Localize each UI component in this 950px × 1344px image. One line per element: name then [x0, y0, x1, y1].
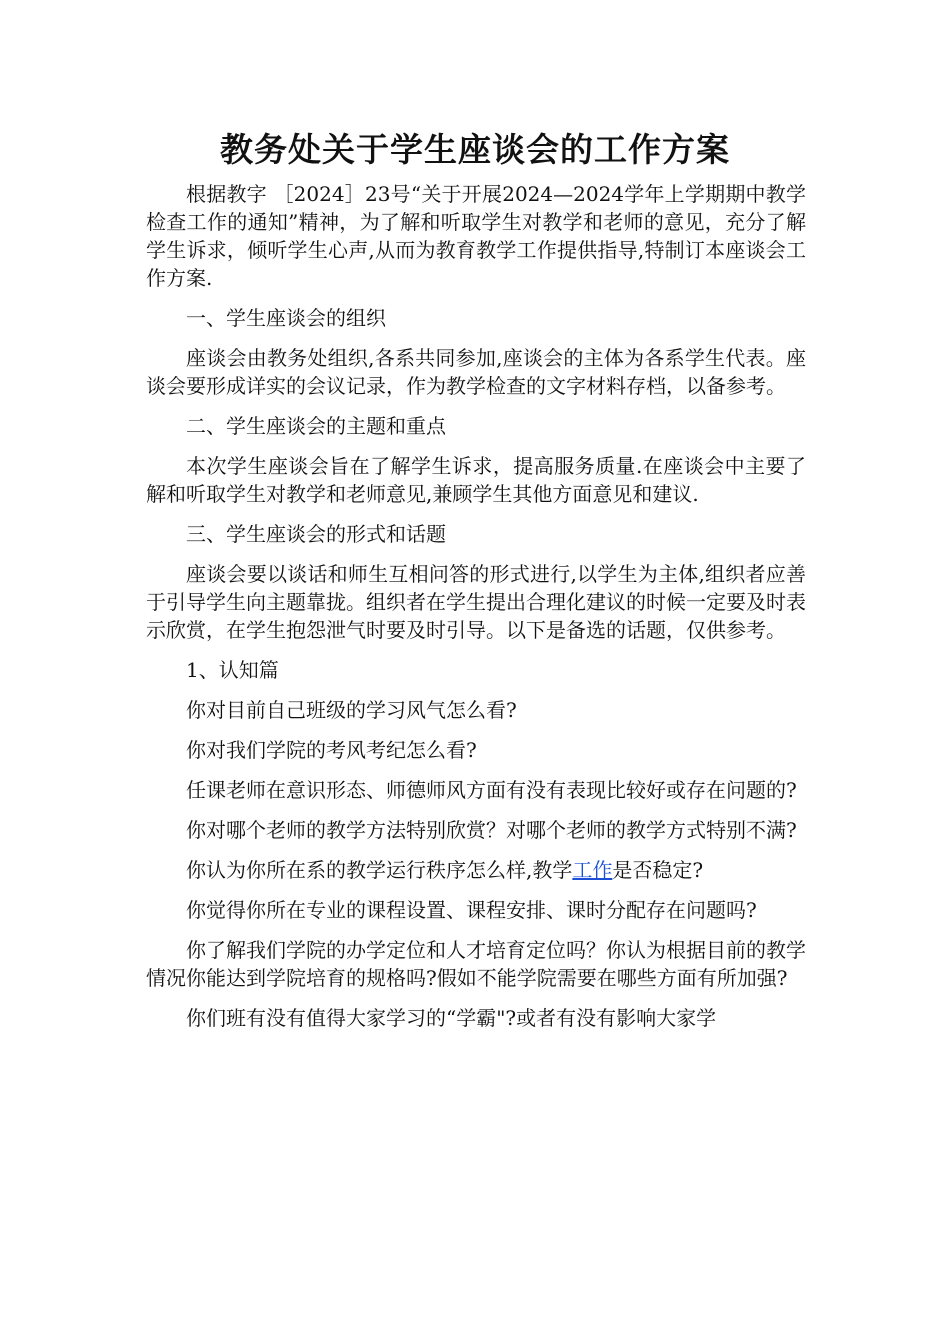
- section-heading-organization: 一、学生座谈会的组织: [186, 306, 386, 330]
- question-7: 你了解我们学院的办学定位和人才培育定位吗？你认为根据目前的教学情况你能达到学院培育的规格吗?假如不能学院需要在哪些方面有所加强?: [146, 938, 806, 990]
- section-body-theme: 本次学生座谈会旨在了解学生诉求，提高服务质量.在座谈会中主要了解和听取学生对教学和老师意见,兼顾学生其他方面意见和建议.: [146, 454, 806, 506]
- document-title: 教务处关于学生座谈会的工作方案: [220, 130, 730, 169]
- section-body-format: 座谈会要以谈话和师生互相问答的形式进行,以学生为主体,组织者应善于引导学生向主题靠拢。组织者在学生提出合理化建议的时候一定要及时表示欣赏，在学生抱怨泄气时要及时引导。以下是备选的话题，仅供参考。: [146, 562, 806, 642]
- question-3: 任课老师在意识形态、师德师风方面有没有表现比较好或存在问题的?: [186, 778, 797, 802]
- question-2: 你对我们学院的考风考纪怎么看?: [186, 738, 477, 762]
- section-body-organization: 座谈会由教务处组织,各系共同参加,座谈会的主体为各系学生代表。座谈会要形成详实的会议记录，作为教学检查的文字材料存档，以备参考。: [146, 346, 806, 398]
- question-6: 你觉得你所在专业的课程设置、课程安排、课时分配存在问题吗?: [186, 898, 757, 922]
- question-8: 你们班有没有值得大家学习的“学霸"?或者有没有影响大家学: [186, 1006, 717, 1030]
- question-5-before: 你认为你所在系的教学运行秩序怎么样,教学: [186, 858, 573, 882]
- subsection-heading-cognition: 1、认知篇: [186, 658, 279, 682]
- question-1: 你对目前自己班级的学习风气怎么看?: [186, 698, 517, 722]
- question-5: [146, 856, 806, 884]
- document-body: [146, 180, 806, 1044]
- question-4: 你对哪个老师的教学方法特别欣赏？对哪个老师的教学方式特别不满?: [186, 818, 797, 842]
- question-5-after: 是否稳定?: [612, 858, 704, 882]
- section-heading-format: 三、学生座谈会的形式和话题: [186, 522, 446, 546]
- work-link[interactable]: 工作: [572, 858, 613, 882]
- intro-paragraph: 根据教字 ［2024］23号“关于开展2024—2024学年上学期期中教学检查工作的通知”精神，为了解和听取学生对教学和老师的意见，充分了解学生诉求，倾听学生心声,从而为教育教学工作提供指导,特制订本座谈会工作方案.: [146, 182, 806, 290]
- section-heading-theme: 二、学生座谈会的主题和重点: [186, 414, 446, 438]
